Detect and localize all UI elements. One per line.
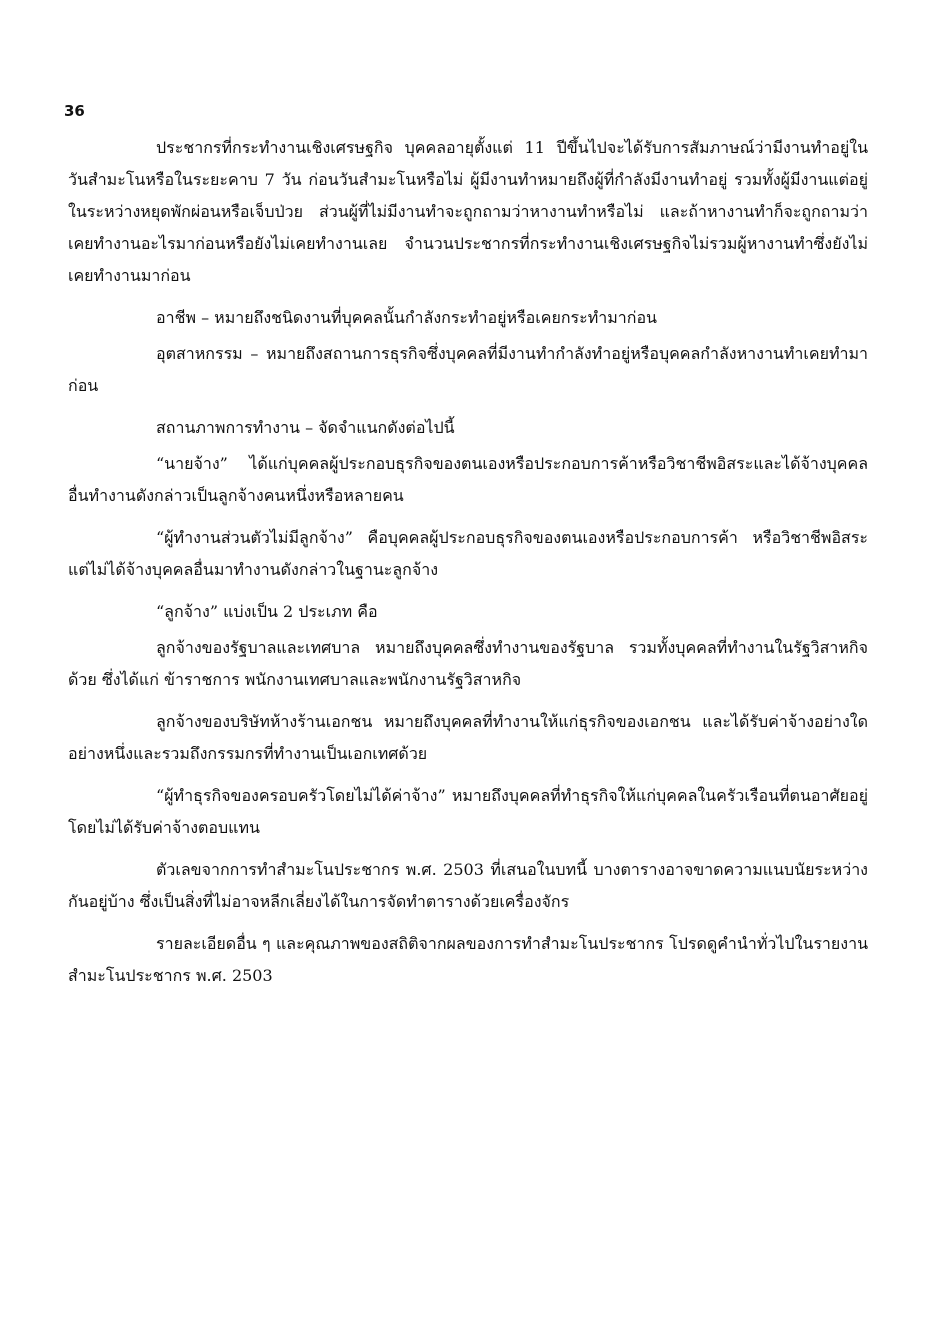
paragraph-data-note: ตัวเลขจากการทำสำมะโนประชากร พ.ศ. 2503 ที่เสนอในบทนี้ บางตารางอาจขาดความแนบนัยระหว่างกันอยู่บ้าง ซึ่งเป็นสิ่งที่ไม่อาจหลีกเลี่ยงได้ในการจัดทำตารางด้วยเครื่องจักร: [68, 860, 868, 911]
body-text: [68, 132, 868, 1002]
paragraph-private-employee: ลูกจ้างของบริษัทห้างร้านเอกชน หมายถึงบุคคลที่ทำงานให้แก่ธุรกิจของเอกชน และได้รับค่าจ้างอย่างใดอย่างหนึ่งและรวมถึงกรรมกรที่ทำงานเป็นเอกเทศด้วย: [68, 712, 868, 763]
paragraph-own-account-worker: “ผู้ทำงานส่วนตัวไม่มีลูกจ้าง” คือบุคคลผู้ประกอบธุรกิจของตนเองหรือประกอบการค้า หรือวิชาชีพอิสระ แต่ไม่ได้จ้างบุคคลอื่นมาทำงานดังกล่าวในฐานะลูกจ้าง: [68, 528, 868, 579]
paragraph-unpaid-family-worker: “ผู้ทำธุรกิจของครอบครัวโดยไม่ได้ค่าจ้าง” หมายถึงบุคคลที่ทำธุรกิจให้แก่บุคคลในครัวเรือนที่ตนอาศัยอยู่โดยไม่ได้รับค่าจ้างตอบแทน: [68, 786, 868, 837]
paragraph-industry: อุตสาหกรรม – หมายถึงสถานการธุรกิจซึ่งบุคคลที่มีงานทำกำลังทำอยู่หรือบุคคลกำลังหางานทำเคยทำมาก่อน: [68, 344, 868, 395]
paragraph-further-details: รายละเอียดอื่น ๆ และคุณภาพของสถิติจากผลของการทำสำมะโนประชากร โปรดดูคำนำทั่วไปในรายงานสำมะโนประชากร พ.ศ. 2503: [68, 934, 868, 985]
paragraph-employee: “ลูกจ้าง” แบ่งเป็น 2 ประเภท คือ: [156, 602, 378, 621]
paragraph-government-employee: ลูกจ้างของรัฐบาลและเทศบาล หมายถึงบุคคลซึ่งทำงานของรัฐบาล รวมทั้งบุคคลที่ทำงานในรัฐวิสาหกิจด้วย ซึ่งได้แก่ ข้าราชการ พนักงานเทศบาลและพนักงานรัฐวิสาหกิจ: [68, 638, 868, 689]
paragraph-occupation: อาชีพ – หมายถึงชนิดงานที่บุคคลนั้นกำลังกระทำอยู่หรือเคยกระทำมาก่อน: [156, 308, 657, 327]
paragraph-employer: “นายจ้าง” ได้แก่บุคคลผู้ประกอบธุรกิจของตนเองหรือประกอบการค้าหรือวิชาชีพอิสระและได้จ้างบุคคลอื่นทำงานดังกล่าวเป็นลูกจ้างคนหนึ่งหรือหลายคน: [68, 454, 868, 505]
page-number: 36: [64, 102, 85, 120]
paragraph-economically-active: ประชากรที่กระทำงานเชิงเศรษฐกิจ บุคคลอายุตั้งแต่ 11 ปีขึ้นไปจะได้รับการสัมภาษณ์ว่ามีงานทำอยู่ในวันสำมะโนหรือในระยะคาบ 7 วัน ก่อนวันสำมะโนหรือไม่ ผู้มีงานทำหมายถึงผู้ที่กำลังมีงานทำอยู่ รวมทั้งผู้มีงานแต่อยู่ในระหว่างหยุดพักผ่อนหรือเจ็บป่วย ส่วนผู้ที่ไม่มีงานทำจะถูกถามว่าหางานทำหรือไม่ และถ้าหางานทำก็จะถูกถามว่า เคยทำงานอะไรมาก่อนหรือยังไม่เคยทำงานเลย จำนวนประชากรที่กระทำงานเชิงเศรษฐกิจไม่รวมผู้หางานทำซึ่งยังไม่เคยทำงานมาก่อน: [68, 138, 868, 285]
paragraph-work-status: สถานภาพการทำงาน – จัดจำแนกดังต่อไปนี้: [156, 418, 455, 437]
